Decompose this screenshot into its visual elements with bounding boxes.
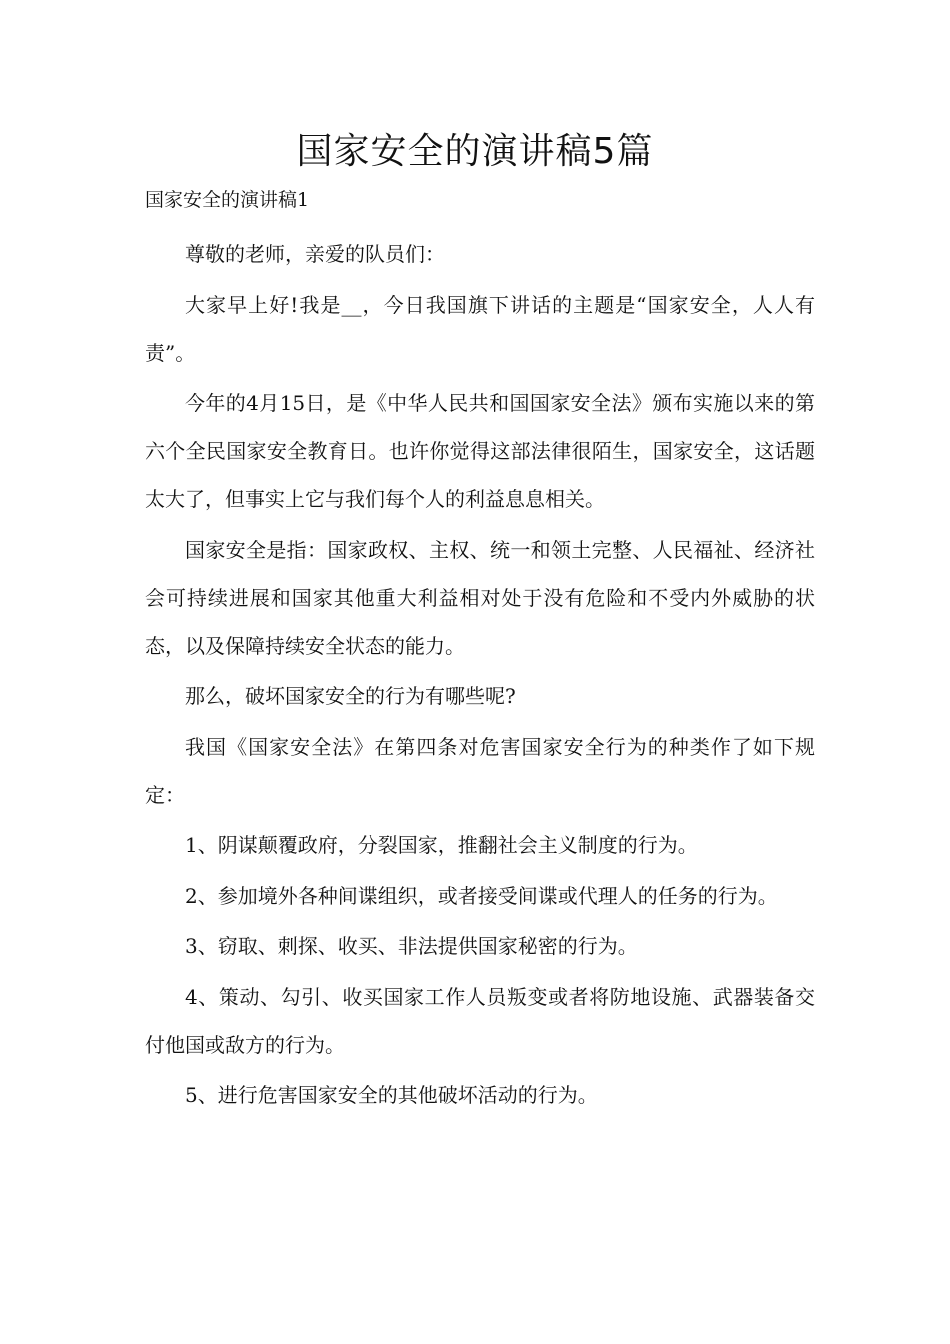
list-item: 3、窃取、刺探、收买、非法提供国家秘密的行为。 [185,934,638,958]
paragraph-definition: 国家安全是指：国家政权、主权、统一和领土完整、人民福祉、经济社会可持续进展和国家其他重大利益相对处于没有危险和不受内外威胁的状态，以及保障持续安全状态的能力。 [145,537,815,658]
paragraph-law-article: 我国《国家安全法》在第四条对危害国家安全行为的种类作了如下规定： [145,734,815,807]
list-item: 2、参加境外各种间谍组织，或者接受间谍或代理人的任务的行为。 [185,883,778,908]
paragraph-question: 那么，破坏国家安全的行为有哪些呢? [185,684,516,708]
paragraph-salutation: 尊敬的老师，亲爱的队员们： [185,242,445,266]
paragraph-greeting: 大家早上好!我是__，今日我国旗下讲话的主题是“国家安全，人人有责”。 [145,292,815,365]
list-item: 4、策动、勾引、收买国家工作人员叛变或者将防地设施、武器装备交付他国或敌方的行为。 [145,984,815,1057]
document-title: 国家安全的演讲稿5篇 [296,131,654,172]
section-heading: 国家安全的演讲稿1 [145,189,310,211]
list-item: 5、进行危害国家安全的其他破坏活动的行为。 [185,1083,598,1107]
list-item: 1、阴谋颠覆政府，分裂国家，推翻社会主义制度的行为。 [185,833,698,857]
document-body [145,230,815,1122]
paragraph-intro: 今年的4月15日，是《中华人民共和国国家安全法》颁布实施以来的第六个全民国家安全教育日。也许你觉得这部法律很陌生，国家安全，这话题太大了，但事实上它与我们每个人的利益息息相关。 [145,391,815,511]
